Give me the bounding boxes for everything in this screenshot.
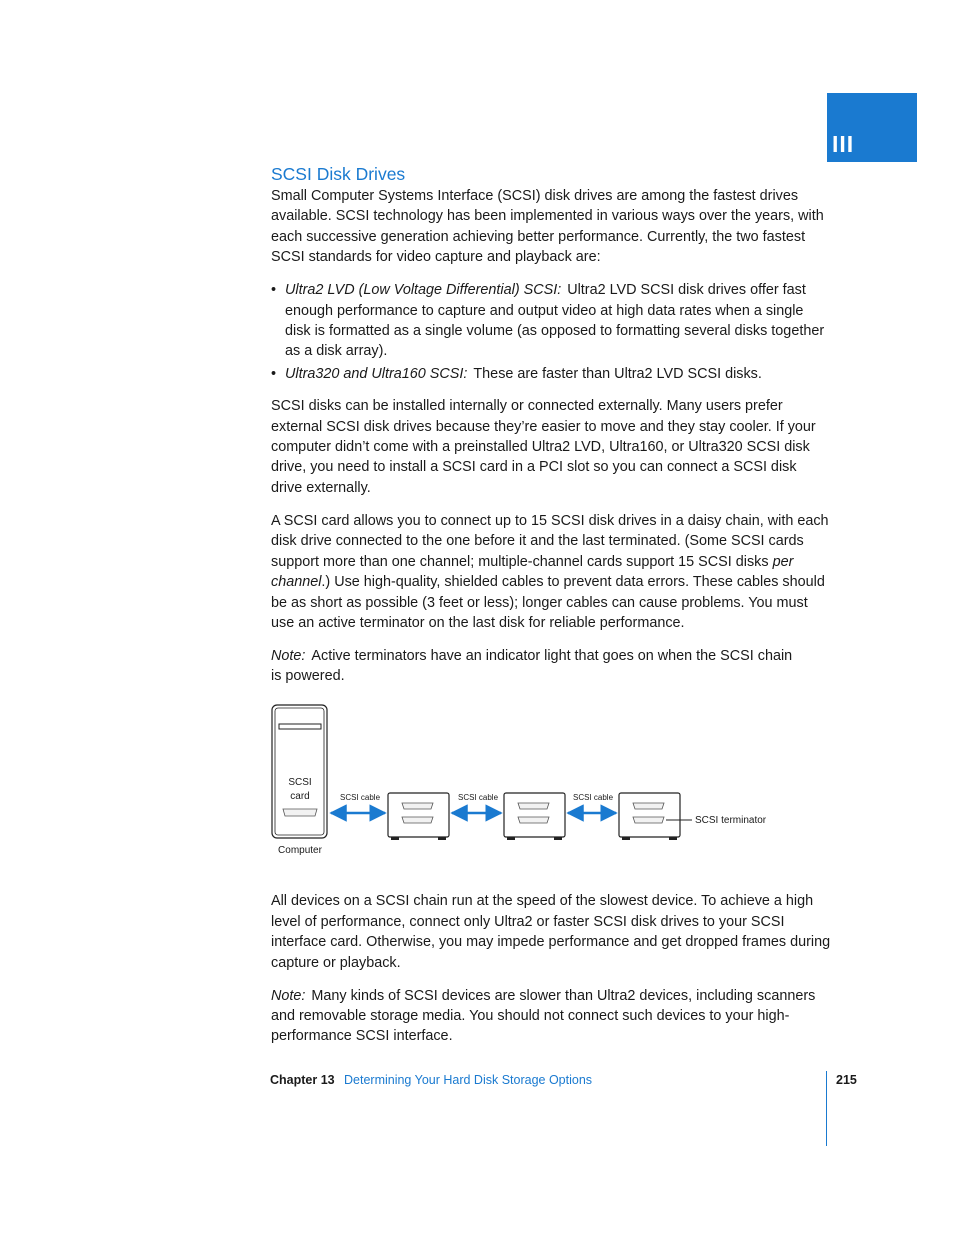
footer-chapter-label: Chapter 13 <box>270 1073 335 1087</box>
chain-speed-paragraph: All devices on a SCSI chain run at the speed of the slowest device. To achieve a high level of performance, connect only Ultra2 or faster SCSI disk drives to your SCSI interface card. Otherwise, you may impede performance and get dropped frames during capture or playback. <box>271 893 831 971</box>
disk-drive-icon <box>388 793 449 840</box>
list-item-text: These are faster than Ultra2 LVD SCSI disks. <box>473 365 762 382</box>
note-label: Note: <box>271 987 306 1004</box>
page-number: 215 <box>836 1073 857 1087</box>
scsi-card-text-b: .) Use high-quality, shielded cables to prevent data errors. These cables should be as short as possible (3 feet or less); longer cables can cause problems. You must use an active terminator on the last disk for reliable performance. <box>271 574 825 631</box>
note-text: Active terminators have an indicator light that goes on when the SCSI chain is powered. <box>271 647 793 685</box>
bullet-glyph: • <box>271 282 277 299</box>
footer-divider <box>826 1071 827 1146</box>
scsi-cable-label: SCSI cable <box>573 793 614 803</box>
computer-label: Computer <box>278 845 322 857</box>
footer-chapter-title: Determining Your Hard Disk Storage Options <box>344 1073 593 1087</box>
disk-drive-icon <box>619 793 680 840</box>
install-paragraph: SCSI disks can be installed internally or connected externally. Many users prefer external SCSI disk drives because they’re easier to move and they stay cooler. If your computer didn’t come with a preinstalled Ultra2 LVD, Ultra160, or Ultra320 SCSI disk drive, you need to install a SCSI card in a PCI slot so you can connect a SCSI disk drive externally. <box>271 398 816 496</box>
section-title: SCSI Disk Drives <box>271 164 406 184</box>
note-terminators <box>271 646 831 687</box>
scsi-card-label-line1: SCSI <box>288 777 312 789</box>
note-slow-devices <box>271 986 831 1047</box>
scsi-standards-list <box>271 280 831 384</box>
part-tab-marker <box>827 93 917 162</box>
list-item <box>271 280 831 362</box>
disk-drive-icon <box>504 793 565 840</box>
note-text: Many kinds of SCSI devices are slower than Ultra2 devices, including scanners and removable storage media. You should not connect such devices to your high-performance SCSI interface. <box>271 987 816 1045</box>
main-content <box>271 162 831 1059</box>
scsi-chain-diagram <box>261 699 821 879</box>
scsi-card-text-a: A SCSI card allows you to connect up to 15 SCSI disk drives in a daisy chain, with each disk drive connected to the one before it and the last terminated. (Some SCSI cards support more than one channel; multiple-channel cards support 15 SCSI disks <box>271 512 829 570</box>
scsi-terminator-label: SCSI terminator <box>695 815 767 827</box>
scsi-card-label-line2: card <box>290 791 310 803</box>
list-item-text: Ultra2 LVD SCSI disk drives offer fast enough performance to capture and output video at high data rates when a single disk is formatted as a single volume (as opposed to formatting several disks together as a disk array). <box>285 282 825 360</box>
scsi-cable-label: SCSI cable <box>458 793 499 803</box>
scsi-card-paragraph <box>271 511 831 633</box>
computer-tower-icon <box>272 705 327 838</box>
scsi-cable-label: SCSI cable <box>340 793 381 803</box>
scsi-chain-svg <box>261 699 821 879</box>
scsi-card-emphasis: per channel <box>271 553 794 591</box>
part-marker-label: III <box>832 131 855 157</box>
note-label: Note: <box>271 647 306 664</box>
list-item-lead: Ultra2 LVD (Low Voltage Differential) SCSI: <box>285 282 562 299</box>
bullet-glyph: • <box>271 365 277 382</box>
list-item-lead: Ultra320 and Ultra160 SCSI: <box>285 365 468 382</box>
intro-paragraph: Small Computer Systems Interface (SCSI) disk drives are among the fastest drives available. SCSI technology has been implemented in various ways over the years, with each successive generation achieving better performance. Currently, the two fastest SCSI standards for video capture and playback are: <box>271 188 824 266</box>
list-item <box>271 364 831 384</box>
